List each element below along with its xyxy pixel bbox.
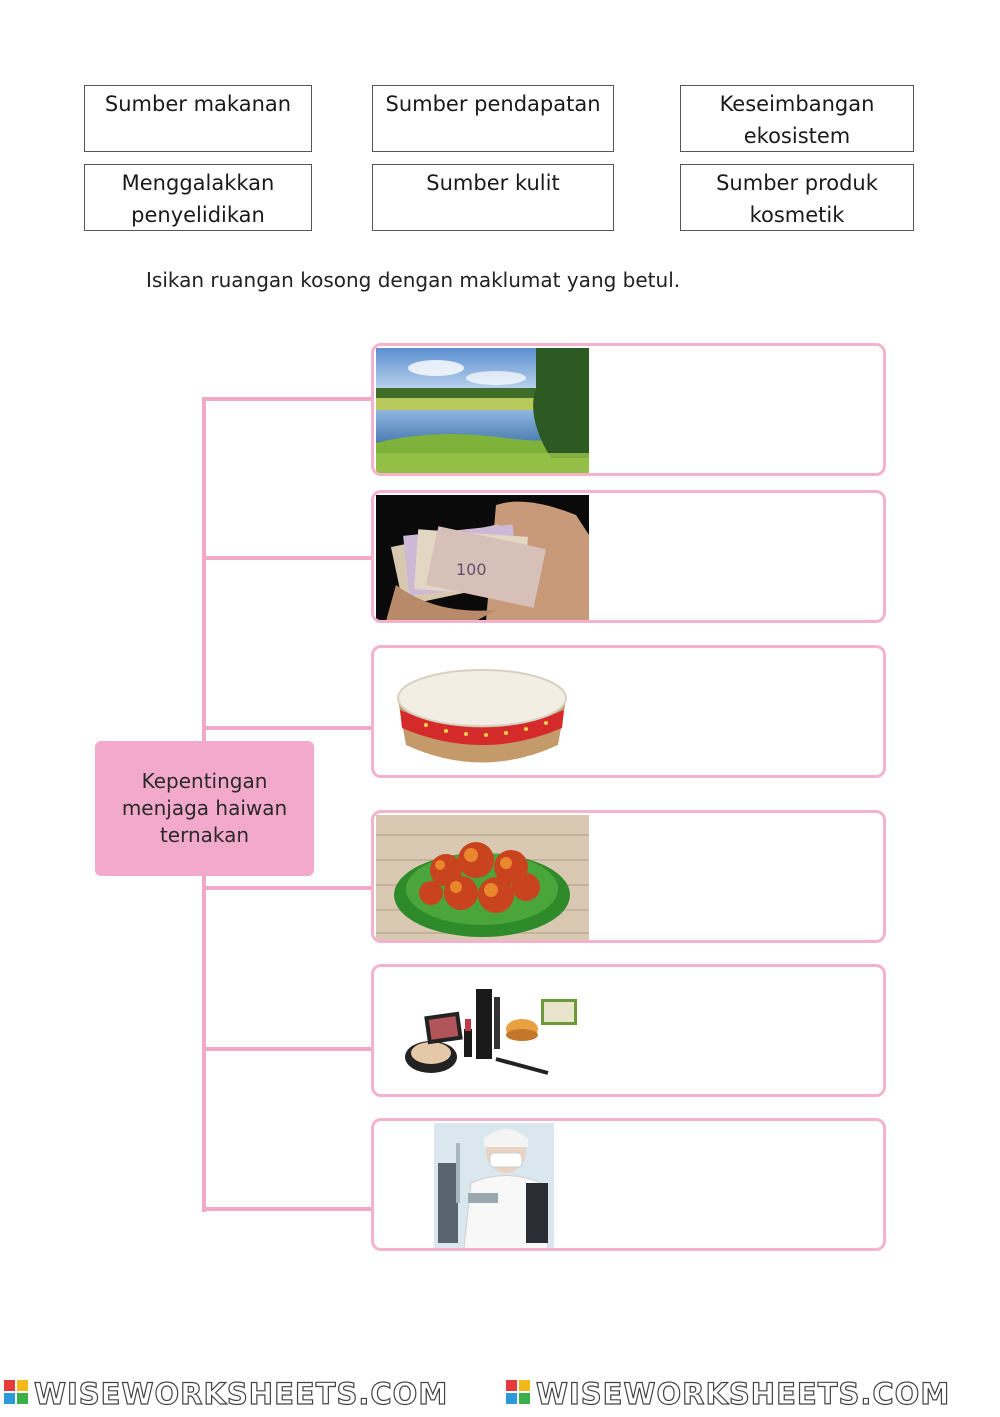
connector-branch-1 xyxy=(202,397,372,401)
laboratory-scientist-image xyxy=(376,1123,589,1249)
svg-text:100: 100 xyxy=(456,560,487,579)
answer-card-6 xyxy=(371,1118,886,1251)
watermark-text-1: WISEWORKSHEETS.COM xyxy=(34,1377,449,1411)
word-line-1: Sumber kulit xyxy=(426,171,560,195)
answer-card-1 xyxy=(371,343,886,476)
cooked-meat-dish-image xyxy=(376,815,589,941)
answer-input-6[interactable] xyxy=(596,1129,875,1240)
answer-input-1[interactable] xyxy=(596,354,875,465)
footer-watermark xyxy=(0,1372,1000,1413)
word-line-1: Sumber produk xyxy=(716,171,878,195)
word-bank-sumber-produk-kosmetik[interactable] xyxy=(680,164,914,231)
word-line-1: Keseimbangan xyxy=(719,92,875,116)
answer-card-5 xyxy=(371,964,886,1097)
watermark-logo-icon xyxy=(4,1380,28,1404)
answer-card-3 xyxy=(371,645,886,778)
cosmetics-products-image xyxy=(376,969,589,1095)
leather-drum-image xyxy=(376,650,589,776)
word-line-2: kosmetik xyxy=(749,203,845,227)
word-bank-sumber-kulit[interactable] xyxy=(372,164,614,231)
center-node-kepentingan xyxy=(95,741,314,876)
connector-branch-3 xyxy=(202,726,372,730)
center-node-line-1: Kepentingan xyxy=(141,769,268,793)
word-line-2: ekosistem xyxy=(743,124,851,148)
word-bank-menggalakkan-penyelidikan[interactable] xyxy=(84,164,312,231)
connector-branch-4 xyxy=(202,886,372,890)
answer-input-3[interactable] xyxy=(596,656,875,767)
watermark-text-2: WISEWORKSHEETS.COM xyxy=(536,1377,951,1411)
answer-card-2 xyxy=(371,490,886,623)
word-bank-sumber-makanan[interactable] xyxy=(84,85,312,152)
center-node-line-2: menjaga haiwan xyxy=(121,796,288,820)
answer-input-2[interactable] xyxy=(596,501,875,612)
instruction-text: Isikan ruangan kosong dengan maklumat yang betul. xyxy=(146,268,681,292)
connector-branch-5 xyxy=(202,1047,372,1051)
connector-branch-6 xyxy=(202,1207,372,1211)
answer-input-5[interactable] xyxy=(596,975,875,1086)
word-line-1: Menggalakkan xyxy=(121,171,275,195)
money-banknotes-image xyxy=(376,495,589,621)
center-node-line-3: ternakan xyxy=(159,823,250,847)
word-bank-keseimbangan-ekosistem[interactable] xyxy=(680,85,914,152)
word-line-1: Sumber makanan xyxy=(104,92,292,116)
answer-card-4 xyxy=(371,810,886,943)
connector-branch-2 xyxy=(202,556,372,560)
word-line-1: Sumber pendapatan xyxy=(385,92,601,116)
word-bank-sumber-pendapatan[interactable] xyxy=(372,85,614,152)
answer-input-4[interactable] xyxy=(596,821,875,932)
word-line-2: penyelidikan xyxy=(131,203,265,227)
lake-landscape-image xyxy=(376,348,589,474)
watermark-logo-icon xyxy=(506,1380,530,1404)
